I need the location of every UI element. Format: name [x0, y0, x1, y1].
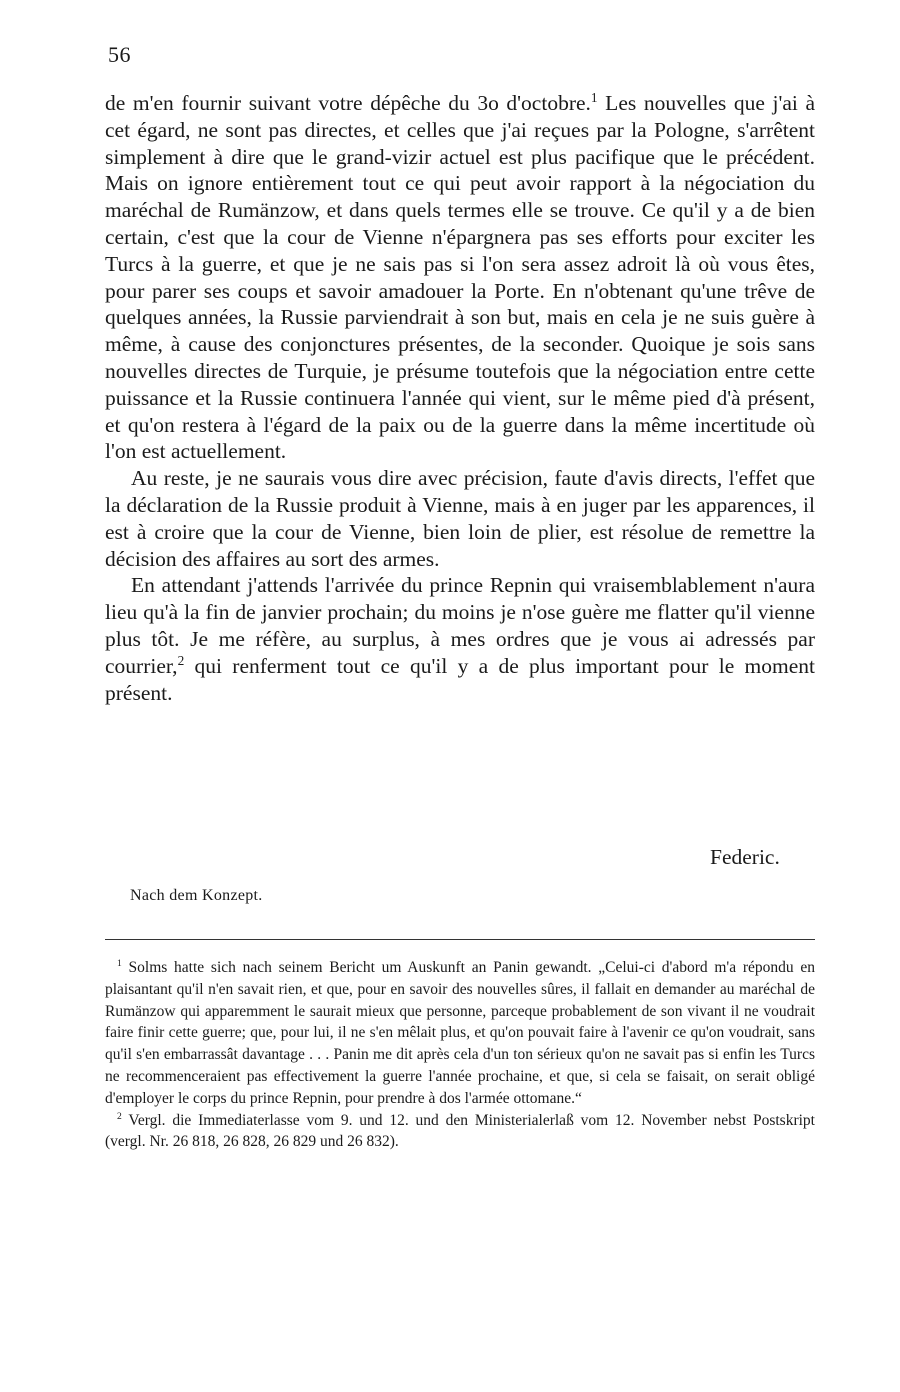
paragraph-text: En attendant j'attends l'arrivée du prince Repnin qui vraisemblablement n'aura lieu qu'à la fin de janvier prochain; du moins je n'ose guère me flatter qu'il vienne plus tôt. Je me réfère, au surplus, à mes ordres que je vous ai adressés par courrier, [105, 573, 815, 678]
footnote-text: Vergl. die Immediaterlasse vom 9. und 12. und den Ministerialerlaß vom 12. November nebst Postskript (vergl. Nr. 26 818, 26 828, 26 829 und 26 832). [105, 1111, 815, 1151]
paragraph-text: qui renferment tout ce qu'il y a de plus important pour le moment présent. [105, 653, 815, 705]
signature: Federic. [710, 845, 780, 869]
footnote [105, 957, 815, 1110]
footnote-reference: 2 [177, 652, 185, 668]
letter-body [105, 90, 815, 706]
footnote-text: Solms hatte sich nach seinem Bericht um Auskunft an Panin gewandt. „Celui-ci d'abord m'a répondu en plaisantant qu'il n'en savait rien, et que, pour en savoir des nouvelles sûres, il fallait en demander au maréchal de Rumänzow qui apparemment le saurait mieux que personne, parceque probablement de son vivant il ne voudrait faire finir cette guerre; que, pour lui, il ne s'en mêlait plus, et qu'on pouvait faire à l'avenir ce qu'on voudrait, sans qu'il s'en embarrassât davantage . . . Panin me dit après cela d'un ton sérieux qu'on ne savait pas si enfin les Turcs ne recommenceraient pas effectivement la guerre l'année prochaine, et que, si cela se faisait, on serait obligé d'employer le corps du prince Repnin, pour prendre à dos l'armée ottomane.“ [105, 959, 816, 1107]
footnote-marker: 2 [117, 1110, 122, 1122]
footnotes [105, 957, 815, 1153]
source-note: Nach dem Konzept. [130, 887, 263, 904]
paragraph [105, 572, 815, 706]
page-number: 56 [108, 42, 131, 67]
paragraph [105, 90, 815, 465]
footnote-marker: 1 [117, 957, 122, 969]
footnote-reference: 1 [590, 89, 598, 105]
paragraph-text: Les nouvelles que j'ai à cet égard, ne sont pas directes, et celles que j'ai reçues par la Pologne, s'arrêtent simplement à dire que le grand-vizir actuel est plus pacifique que le précédent. Mais on ignore entièrement tout ce qui peut avoir rapport à la négociation du maréchal de Rumänzow, et dans quels termes elle se trouve. Ce qu'il y a de bien certain, c'est que la cour de Vienne n'épargnera pas ses efforts pour exciter les Turcs à la guerre, et que je ne sais pas si l'on sera assez adroit là où vous êtes, pour parer ses coups et savoir amadouer la Porte. En n'obtenant qu'une trêve de quelques années, la Russie parviendrait à son but, mais en cela je ne suis guère à même, à cause des conjonctures présentes, de la seconder. Quoique je sois sans nouvelles directes de Turquie, je présume toutefois que la négociation entre cette puissance et la Russie continuera l'année qui vient, sur le même pied d'à présent, et qu'on restera à l'égard de la paix ou de la guerre dans la même incertitude où l'on est actuellement. [105, 91, 815, 464]
footnote-divider [105, 939, 815, 940]
footnote [105, 1110, 815, 1154]
paragraph: Au reste, je ne saurais vous dire avec précision, faute d'avis directs, l'effet que la déclaration de la Russie produit à Vienne, mais à en juger par les apparences, il est à croire que la cour de Vienne, bien loin de plier, est résolue de remettre la décision des affaires au sort des armes. [105, 466, 815, 571]
paragraph-text: de m'en fournir suivant votre dépêche du 3o d'octobre. [105, 91, 591, 115]
